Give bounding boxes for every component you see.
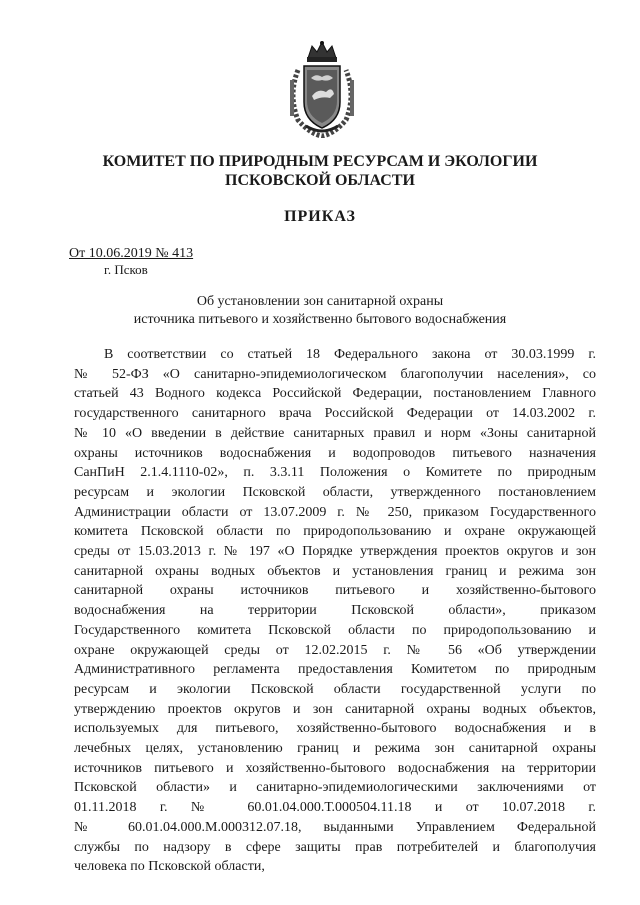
body-line: ресурсам и экологии Псковской области государственной услуги по bbox=[74, 681, 596, 697]
body-line: комитета Псковской области по природопользованию и охране окружающей bbox=[74, 524, 596, 540]
committee-name-line2: ПСКОВСКОЙ ОБЛАСТИ bbox=[225, 172, 415, 189]
order-city: г. Псков bbox=[104, 262, 148, 277]
body-line: среды от 15.03.2013 г. № 197 «О Порядке утверждения проектов округов и зон bbox=[74, 544, 596, 560]
body-paragraph bbox=[74, 345, 596, 877]
committee-name-line1: КОМИТЕТ ПО ПРИРОДНЫМ РЕСУРСАМ И ЭКОЛОГИИ bbox=[102, 153, 538, 170]
body-line: Государственного комитета Псковской области по природопользованию и bbox=[74, 622, 596, 638]
body-line: Административного регламента предоставления Комитетом по природным bbox=[74, 662, 596, 678]
body-line: статьей 43 Водного кодекса Российской Федерации, постановлением Главного bbox=[74, 386, 596, 402]
body-line: Псковской области» и санитарно-эпидемиологическими заключениями от bbox=[74, 780, 596, 796]
body-line: используемых для питьевого, хозяйственно-бытового водоснабжения и в bbox=[74, 721, 596, 737]
coat-of-arms-emblem bbox=[284, 40, 360, 138]
body-line: санитарной охраны источников питьевого и хозяйственно-бытового bbox=[74, 583, 596, 599]
body-line: 01.11.2018 г. № 60.01.04.000.Т.000504.11.18 и от 10.07.2018 г. bbox=[74, 800, 596, 816]
committee-name bbox=[60, 152, 580, 190]
order-subject-line2: источника питьевого и хозяйственно бытового водоснабжения bbox=[133, 312, 507, 327]
body-line: Администрации области от 13.07.2009 г. № 250, приказом Государственного bbox=[74, 504, 596, 520]
body-line: санитарной охраны водных объектов и установления границ и режима зон bbox=[74, 563, 596, 579]
body-line: охраны источников водоснабжения и водопроводов питьевого назначения bbox=[74, 445, 596, 461]
order-subject-line1: Об установлении зон санитарной охраны bbox=[196, 294, 444, 309]
order-date-number: От 10.06.2019 № 413 bbox=[69, 246, 194, 261]
body-line: службы по надзору в сфере защиты прав потребителей и благополучия bbox=[74, 839, 596, 855]
body-line: человека по Псковской области, bbox=[74, 859, 265, 875]
body-line: водоснабжения на территории Псковской области», приказом bbox=[74, 603, 596, 619]
body-line: государственного санитарного врача Российской Федерации от 14.03.2002 г. bbox=[74, 406, 596, 422]
body-line: лечебных целях, установлению границ и режима зон санитарной охраны bbox=[74, 741, 596, 757]
body-line: № 10 «О введении в действие санитарных правил и норм «Зоны санитарной bbox=[74, 425, 596, 441]
body-line: № 52-ФЗ «О санитарно-эпидемиологическом благополучии населения», со bbox=[74, 366, 596, 382]
body-line: № 60.01.04.000.М.000312.07.18, выданными Управлением Федеральной bbox=[74, 819, 596, 835]
body-line: источников питьевого и хозяйственно-бытового водоснабжения на территории bbox=[74, 760, 596, 776]
document-type-title: ПРИКАЗ bbox=[284, 208, 356, 225]
order-subject bbox=[60, 293, 580, 329]
body-line: СанПиН 2.1.4.1110-02», п. 3.3.11 Положения о Комитете по природным bbox=[74, 465, 596, 481]
body-line: охране окружающей среды от 12.02.2015 г. № 56 «Об утверждении bbox=[74, 642, 596, 658]
body-line: ресурсам и экологии Псковской области, утвержденного постановлением bbox=[74, 484, 596, 500]
body-line: В соответствии со статьей 18 Федерального закона от 30.03.1999 г. bbox=[104, 347, 596, 362]
body-line: утверждению проектов округов и зон санитарной охраны водных объектов, bbox=[74, 701, 596, 717]
